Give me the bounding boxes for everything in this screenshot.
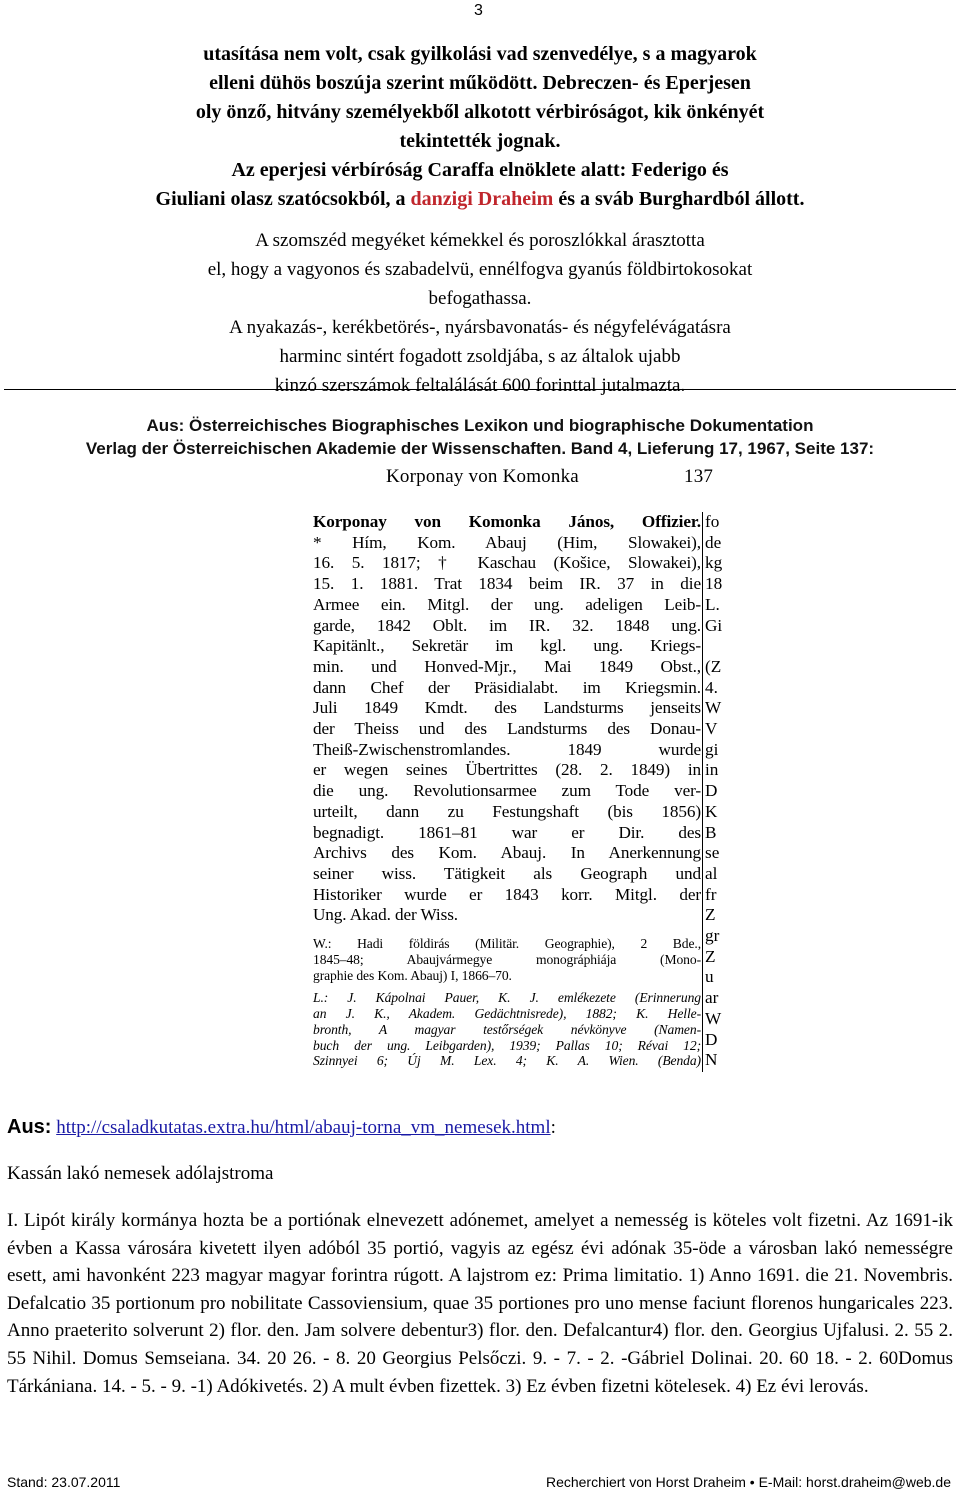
footer-date: Stand: 23.07.2011 [7,1474,121,1490]
source-note-line: Aus: Österreichisches Biographisches Lexikon und biographische Dokumentation [146,416,814,435]
entry-lines [313,512,701,926]
literature-line: Szinnyei 6; Új M. Lex. 4; K. A. Wien. (Benda) [313,1053,701,1069]
side-fragment: N [705,1050,718,1070]
bold-text: Giuliani olasz szatócsokból, a [155,188,411,210]
entry-line: garde, 1842 Oblt. im IR. 32. 1848 ung. [313,615,701,635]
section-title: Kassán lakó nemesek adólajstroma [7,1163,274,1184]
regular-line: kinzó szerszámok feltalálását 600 forinttal jutalmazta. [274,375,686,396]
works-line: graphie des Kom. Abauj) I, 1866–70. [313,967,512,983]
side-fragment: K [705,801,718,821]
horizontal-divider [4,389,956,390]
works-line: 1845–48; Abaujvármegye monográphiája (Mono- [313,951,701,967]
source-note [0,414,960,460]
side-fragment: in [705,760,719,780]
footer-credit: Recherchiert von Horst Draheim • E-Mail: horst.draheim@web.de [545,1474,951,1490]
entry-line: Armee ein. Mitgl. der ung. adeligen Leib- [313,594,701,614]
page-number: 3 [474,2,483,19]
bold-quote-block [0,40,960,214]
entry-line: Theiß-Zwischenstromlandes. 1849 wurde [313,739,701,759]
online-source [7,1114,953,1141]
side-fragment: W [705,698,722,718]
side-fragment: V [705,719,718,739]
side-fragment [705,636,730,657]
side-fragment: L. [705,594,720,614]
side-fragment: fo [705,512,720,531]
highlight-text: danzigi Draheim [410,188,554,210]
entry-line: * Hím, Kom. Abauj (Him, Slowakei), [313,532,701,552]
entry-line: der Theiss und des Landsturms des Donau- [313,719,701,739]
side-fragment: B [705,822,717,842]
side-fragment: (Z [705,656,722,676]
spacer [313,926,701,936]
side-fragment: se [705,843,720,863]
bold-line-with-highlight [0,185,960,214]
side-fragment: Z [705,905,716,925]
literature-line: bronth, A magyar testőrségek névkönyve (Namen- [313,1021,701,1037]
bold-line: utasítása nem volt, csak gyilkolási vad szenvedélye, s a magyarok [203,43,757,65]
entry-line: min. und Honved-Mjr., Mai 1849 Obst., [313,656,701,676]
bold-line: tekintették jognak. [399,130,561,152]
literature-lines [313,990,701,1070]
works-line: W.: Hadi földirás (Militär. Geographie), 2 Bde., [313,936,701,952]
adjacent-column-fragments [705,512,730,1071]
lexicon-entry-text [313,512,701,1069]
side-fragment: al [705,863,718,883]
side-fragment: de [705,532,722,552]
side-fragment: Z [705,946,716,966]
online-source-suffix: : [550,1117,556,1138]
main-paragraph: I. Lipót király kormánya hozta be a portiónak elnevezett adónemet, amelyet a nemesség is köteles volt fizetni. Az 1691-ik évben a Kassa városára kivetett ilyen adóból 35 portió, vagyis az egész évi adónak 35-öde a városban lakó nemességre esett, ami havonként 223 magyar magyar forintra rúgott. A lajstrom ez: Prima limitatio. 1) Anno 1691. die 21. Novembris. Defalcatio 35 portionum pro nobilitate Cassoviensium, quae 35 portiones pro uno mense faciunt florenos hungaricales 223. Anno praeterito solverunt 2) flor. den. Jam solvere debentur3) flor. den. Defalcantur4) flor. den. Georgius Ujfalusi. 2. 55 2. 55 Nihil. Domus Semseiana. 34. 20 26. - 8. 20 Georgius Pelsőczi. 9. - 7. - 2. -Gábriel Dolinai. 20. 60 18. - 2. 60Domus Tárkániana. 14. - 5. - 9. -1) Adókivetés. 2) A mult évben fizettek. 3) Ez évben fizetni kötelesek. 4) Ez évi lerovás. [7,1210,953,1397]
side-fragment: 4. [705,677,718,697]
entry-line: urteilt, dann zu Festungshaft (bis 1856) [313,801,701,821]
side-fragment: u [705,967,714,987]
side-fragment: kg [705,553,723,573]
regular-line: A szomszéd megyéket kémekkel és poroszlókkal árasztotta [255,230,705,251]
entry-line: begnadigt. 1861–81 war er Dir. des [313,822,701,842]
entry-line: 16. 5. 1817; † Kaschau (Košice, Slowakei), [313,553,701,573]
entry-line: Kapitänlt., Sekretär im kgl. ung. Kriegs- [313,636,701,656]
entry-line: Juli 1849 Kmdt. des Landsturms jenseits [313,698,701,718]
entry-line: Korponay von Komonka János, Offizier. [313,512,701,531]
scan-header-page: 137 [684,466,714,487]
regular-line: harminc sintért fogadott zsoldjába, s az általok ujabb [279,346,681,367]
entry-line: er wegen seines Übertrittes (28. 2. 1849) in [313,760,701,780]
source-link[interactable]: http://csaladkutatas.extra.hu/html/abauj-torna_vm_nemesek.html [56,1117,551,1138]
scan-header [386,466,714,488]
side-fragment: W [705,1008,722,1028]
entry-line: Historiker wurde er 1843 korr. Mitgl. der [313,884,701,904]
bold-line: elleni dühös boszúja szerint működött. Debreczen- és Eperjesen [209,72,751,94]
scan-header-title: Korponay von Komonka [386,466,579,487]
side-fragment: gr [705,926,720,946]
entry-line: Ung. Akad. der Wiss. [313,905,458,925]
side-fragment: gi [705,739,719,759]
source-note-line: Verlag der Österreichischen Akademie der Wissenschaften. Band 4, Lieferung 17, 1967, Seite 137: [85,439,875,458]
entry-line: Archivs des Kom. Abauj. In Anerkennung [313,843,701,863]
side-fragment: fr [705,884,717,904]
works-lines [313,936,701,984]
bold-line: Az eperjesi vérbíróság Caraffa elnöklete alatt: Federigo és [231,159,729,181]
side-fragment: D [705,1029,718,1049]
regular-line: A nyakazás-, kerékbetörés-, nyársbavonatás- és négyfelévágatásra [229,317,731,338]
scanned-lexicon-entry [300,462,730,1076]
entry-line: seiner wiss. Tätigkeit als Geograph und [313,863,701,883]
side-fragment: ar [705,988,719,1008]
side-fragment: 18 [705,574,723,594]
regular-line: el, hogy a vagyonos és szabadelvü, ennélfogva gyanús földbirtokosokat [207,259,753,280]
entry-line: dann Chef der Präsidialabt. im Kriegsmin. [313,677,701,697]
entry-line: die ung. Revolutionsarmee zum Tode ver- [313,781,701,801]
bold-text: és a sváb Burghardból állott. [553,188,805,210]
bold-line: oly önző, hitvány személyekből alkotott vérbiróságot, kik önkényét [195,101,765,123]
literature-line: L.: J. Kápolnai Pauer, K. J. emlékezete (Erinnerung [313,989,701,1005]
literature-line: buch der ung. Leibgarden), 1939; Pallas 10; Révai 12; [313,1037,701,1053]
column-divider [702,512,703,1072]
side-fragment: Gi [705,615,723,635]
entry-line: 15. 1. 1881. Trat 1834 beim IR. 37 in die [313,574,701,594]
regular-quote-block [0,226,960,400]
literature-line: an J. K., Akadem. Gedächtnisrede), 1882; K. Helle- [313,1005,701,1021]
online-source-label: Aus: [7,1116,52,1138]
side-fragment: D [705,781,718,801]
regular-line: befogathassa. [428,288,532,309]
